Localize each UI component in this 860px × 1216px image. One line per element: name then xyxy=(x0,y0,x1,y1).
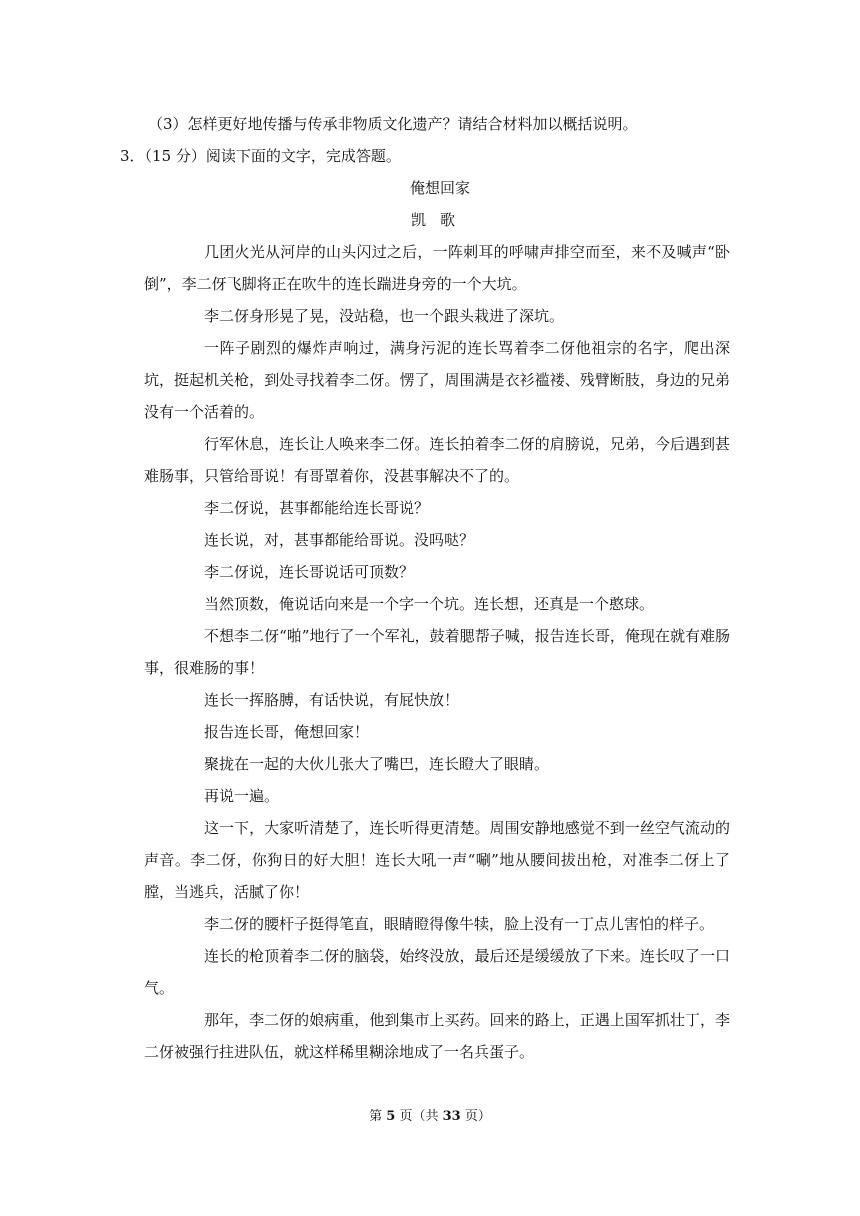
footer-middle: 页（共 xyxy=(395,1109,443,1124)
page-footer xyxy=(0,1108,860,1126)
paragraph: 连长的枪顶着李二伢的脑袋，始终没放，最后还是缓缓放了下来。连长叹了一口气。 xyxy=(144,947,730,997)
footer-prefix: 第 xyxy=(369,1109,387,1124)
article-author: 凯歌 xyxy=(410,211,469,229)
paragraph: 李二伢说，甚事都能给连长哥说？ xyxy=(204,499,430,517)
question-header: 3．（15 分）阅读下面的文字，完成答题。 xyxy=(120,147,401,165)
paragraph: 那年，李二伢的娘病重，他到集市上买药。回来的路上，正遇上国军抓壮丁，李二伢被强行拄进队伍，就这样稀里糊涂地成了一名兵蛋子。 xyxy=(144,1011,730,1061)
paragraph: 再说一遍。 xyxy=(204,787,280,805)
paragraph: 这一下，大家听清楚了，连长听得更清楚。周围安静地感觉不到一丝空气流动的声音。李二伢，你狗日的好大胆！连长大吼一声“唰”地从腰间拔出枪，对准李二伢上了膛，当逃兵，活腻了你！ xyxy=(144,819,730,901)
paragraph: 李二伢的腰杆子挺得笔直，眼睛瞪得像牛犊，脸上没有一丁点儿害怕的样子。 xyxy=(204,915,715,933)
paragraph: 连长说，对，甚事都能给哥说。没吗哒？ xyxy=(204,531,475,549)
footer-suffix: 页） xyxy=(460,1109,491,1124)
paragraph: 报告连长哥，俺想回家！ xyxy=(204,723,370,741)
paragraph: 李二伢说，连长哥说话可顶数？ xyxy=(204,563,415,581)
paragraph: 一阵子剧烈的爆炸声响过，满身污泥的连长骂着李二伢他祖宗的名字，爬出深坑，挺起机关枪，到处寻找着李二伢。愣了，周围满是衣衫褴褛、残臂断肢，身边的兄弟没有一个活着的。 xyxy=(144,339,730,421)
paragraph: 不想李二伢“啪”地行了一个军礼，鼓着腮帮子喊，报告连长哥，俺现在就有难肠事，很难肠的事！ xyxy=(144,627,730,677)
paragraph: 几团火光从河岸的山头闪过之后，一阵刺耳的呼啸声排空而至，来不及喊声“卧倒”，李二伢飞脚将正在吹牛的连长踹进身旁的一个大坑。 xyxy=(144,243,730,293)
paragraph: 李二伢身形晃了晃，没站稳，也一个跟头栽进了深坑。 xyxy=(204,307,565,325)
paragraph: 行军休息，连长让人唤来李二伢。连长拍着李二伢的肩膀说，兄弟，今后遇到甚难肠事，只管给哥说！有哥罩着你，没甚事解决不了的。 xyxy=(144,435,730,485)
article-title: 俺想回家 xyxy=(409,179,470,197)
footer-page-number: 5 xyxy=(386,1109,396,1124)
footer-total-pages: 33 xyxy=(442,1109,461,1124)
content-block xyxy=(0,108,860,1068)
paragraph: 当然顶数，俺说话向来是一个字一个坑。连长想，还真是一个憨球。 xyxy=(204,595,655,613)
paragraph: 聚拢在一起的大伙儿张大了嘴巴，连长瞪大了眼睛。 xyxy=(204,755,550,773)
question-3-subitem: （3）怎样更好地传播与传承非物质文化遗产？请结合材料加以概括说明。 xyxy=(148,115,638,133)
paragraph: 连长一挥胳膊，有话快说，有屁快放！ xyxy=(204,691,460,709)
